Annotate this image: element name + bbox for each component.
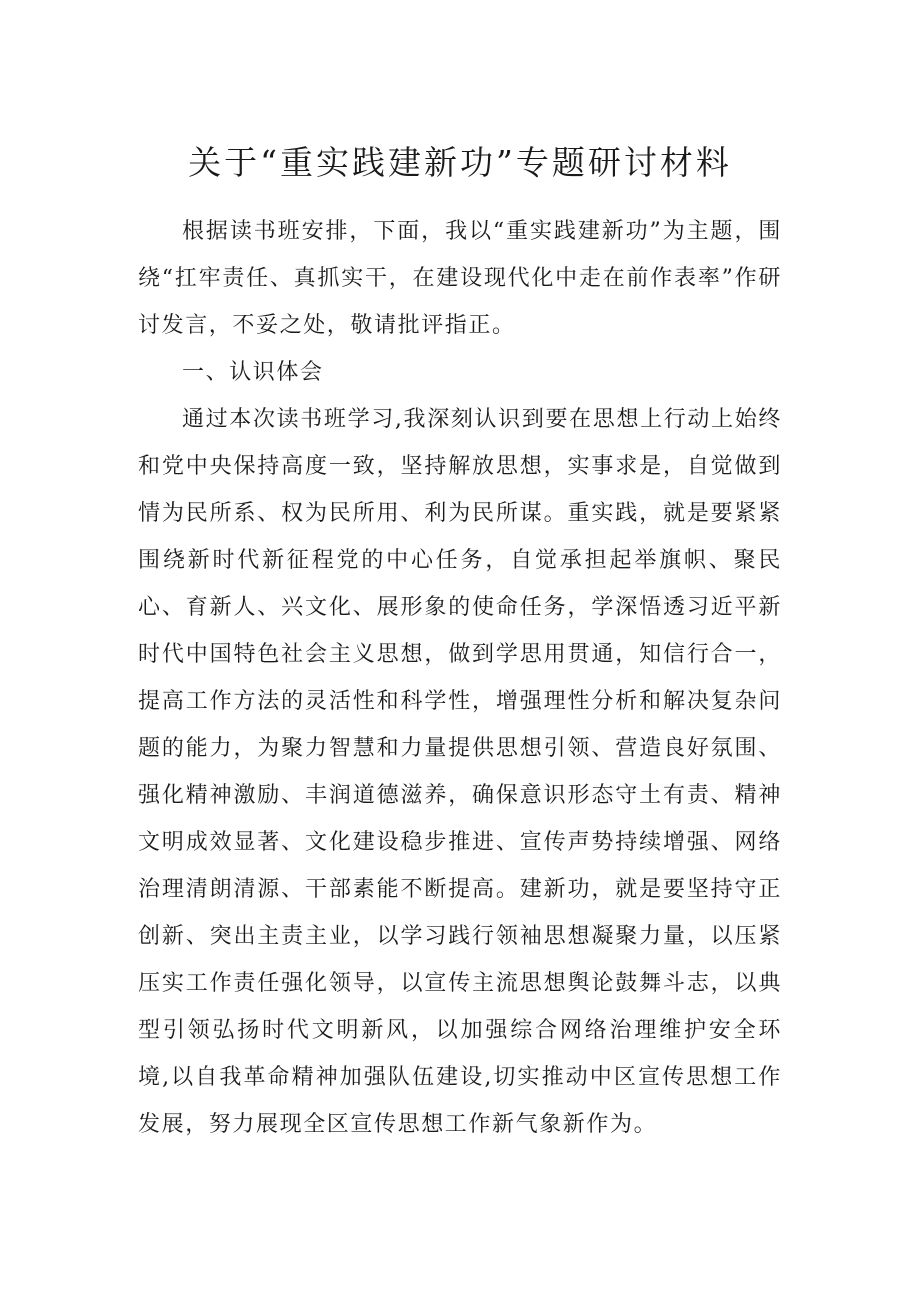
document-body: [138, 208, 782, 1148]
section-heading: 一、认识体会: [182, 360, 324, 385]
document-title: 关于“重实践建新功”专题研讨材料: [188, 143, 732, 182]
intro-paragraph: 根据读书班安排，下面，我以“重实践建新功”为主题，围绕“扛牢责任、真抓实干，在建设现代化中走在前作表率”作研讨发言，不妥之处，敬请批评指正。: [138, 219, 782, 338]
body-paragraph: 通过本次读书班学习,我深刻认识到要在思想上行动上始终和党中央保持高度一致，坚持解放思想，实事求是，自觉做到情为民所系、权为民所用、利为民所谋。重实践，就是要紧紧围绕新时代新征程党的中心任务，自觉承担起举旗帜、聚民心、育新人、兴文化、展形象的使命任务，学深悟透习近平新时代中国特色社会主义思想，做到学思用贯通，知信行合一，提高工作方法的灵活性和科学性，增强理性分析和解决复杂问题的能力，为聚力智慧和力量提供思想引领、营造良好氛围、强化精神激励、丰润道德滋养，确保意识形态守土有责、精神文明成效显著、文化建设稳步推进、宣传声势持续增强、网络治理清朗清源、干部素能不断提高。建新功，就是要坚持守正创新、突出主责主业，以学习践行领袖思想凝聚力量，以压紧压实工作责任强化领导，以宣传主流思想舆论鼓舞斗志，以典型引领弘扬时代文明新风，以加强综合网络治理维护安全环境,以自我革命精神加强队伍建设,切实推动中区宣传思想工作发展，努力展现全区宣传思想工作新气象新作为。: [138, 407, 782, 1137]
